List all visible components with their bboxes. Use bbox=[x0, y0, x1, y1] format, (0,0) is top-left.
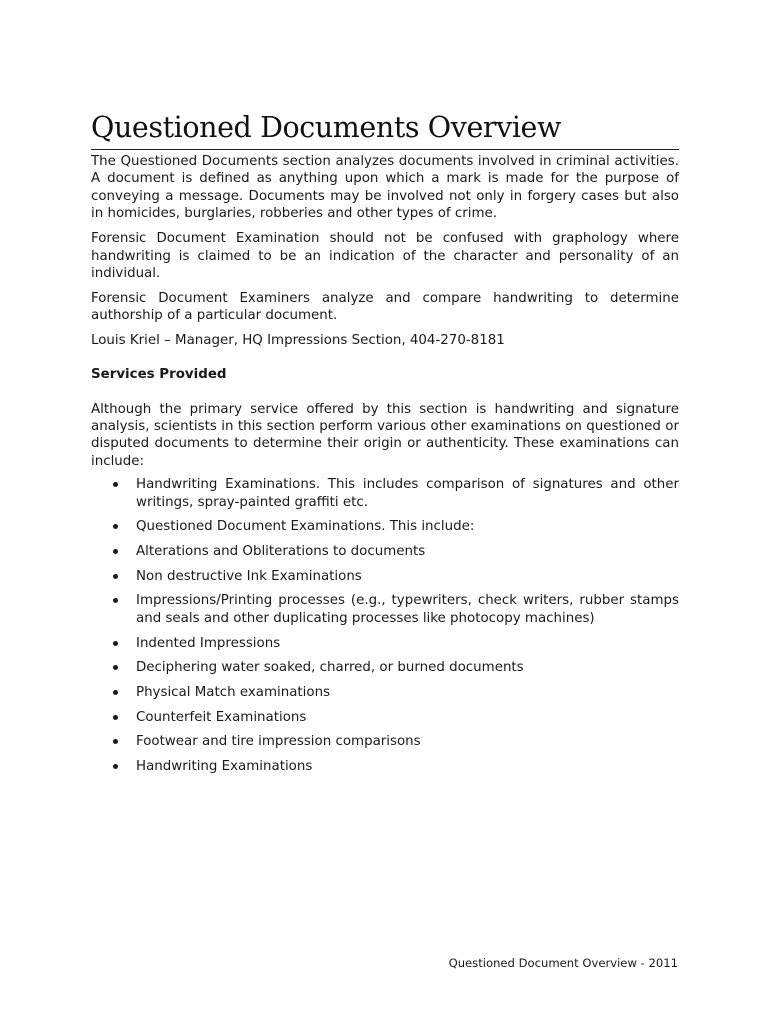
list-item bbox=[91, 592, 679, 627]
list-item bbox=[91, 733, 679, 750]
bullet-icon bbox=[113, 715, 118, 720]
list-item-text: Deciphering water soaked, charred, or burned documents bbox=[136, 660, 524, 676]
bullet-icon bbox=[113, 549, 118, 554]
list-item-text: Physical Match examinations bbox=[136, 684, 331, 700]
title-underline bbox=[91, 149, 679, 150]
list-item-text: Handwriting Examinations bbox=[136, 759, 313, 775]
bullet-icon bbox=[113, 574, 118, 579]
list-item-text: Questioned Document Examinations. This include: bbox=[136, 519, 475, 535]
list-item bbox=[91, 518, 679, 535]
examiners-paragraph: Forensic Document Examiners analyze and compare handwriting to determine authorship of a particular document. bbox=[91, 290, 679, 324]
list-item bbox=[91, 684, 679, 701]
intro-paragraph: The Questioned Documents section analyzes documents involved in criminal activities. A document is defined as anything upon which a mark is made for the purpose of conveying a message. Documents may be involved not only in forgery cases but also in homicides, burglaries, robberies and other types of crime. bbox=[91, 154, 679, 222]
list-item bbox=[91, 659, 679, 676]
services-intro-paragraph: Although the primary service offered by this section is handwriting and signature analysis, scientists in this section perform various other examinations on questioned or disputed documents to determine their origin or authenticity. These examinations can include: bbox=[91, 401, 679, 469]
list-item bbox=[91, 543, 679, 560]
list-item-text: Impressions/Printing processes (e.g., typewriters, check writers, rubber stamps and seals and other duplicating processes like photocopy machines) bbox=[136, 593, 679, 626]
list-item bbox=[91, 635, 679, 652]
list-item-text: Alterations and Obliterations to documents bbox=[136, 544, 426, 559]
bullet-icon bbox=[113, 690, 118, 695]
bullet-icon bbox=[113, 665, 118, 670]
page-footer: Questioned Document Overview - 2011 bbox=[448, 956, 678, 970]
list-item bbox=[91, 709, 679, 726]
document-body bbox=[91, 108, 679, 783]
list-item bbox=[91, 758, 679, 775]
contact-line: Louis Kriel – Manager, HQ Impressions Section, 404-270-8181 bbox=[91, 333, 505, 349]
list-item-text: Indented Impressions bbox=[136, 635, 281, 651]
list-item-text: Footwear and tire impression comparisons bbox=[136, 734, 421, 750]
graphology-paragraph: Forensic Document Examination should not be confused with graphology where handwriting is claimed to be an indication of the character and personality of an individual. bbox=[91, 231, 679, 281]
bullet-icon bbox=[113, 482, 118, 487]
bullet-icon bbox=[113, 764, 118, 769]
bullet-icon bbox=[113, 524, 118, 529]
bullet-icon bbox=[113, 739, 118, 744]
list-item bbox=[91, 568, 679, 585]
bullet-icon bbox=[113, 641, 118, 646]
services-list bbox=[91, 476, 679, 775]
list-item-text: Counterfeit Examinations bbox=[136, 709, 307, 725]
list-item-text: Non destructive Ink Examinations bbox=[136, 568, 362, 584]
list-item bbox=[91, 476, 679, 511]
page-title: Questioned Documents Overview bbox=[91, 111, 562, 144]
bullet-icon bbox=[113, 598, 118, 603]
services-heading: Services Provided bbox=[91, 366, 227, 382]
list-item-text: Handwriting Examinations. This includes comparison of signatures and other writings, spray-painted graffiti etc. bbox=[136, 477, 679, 510]
